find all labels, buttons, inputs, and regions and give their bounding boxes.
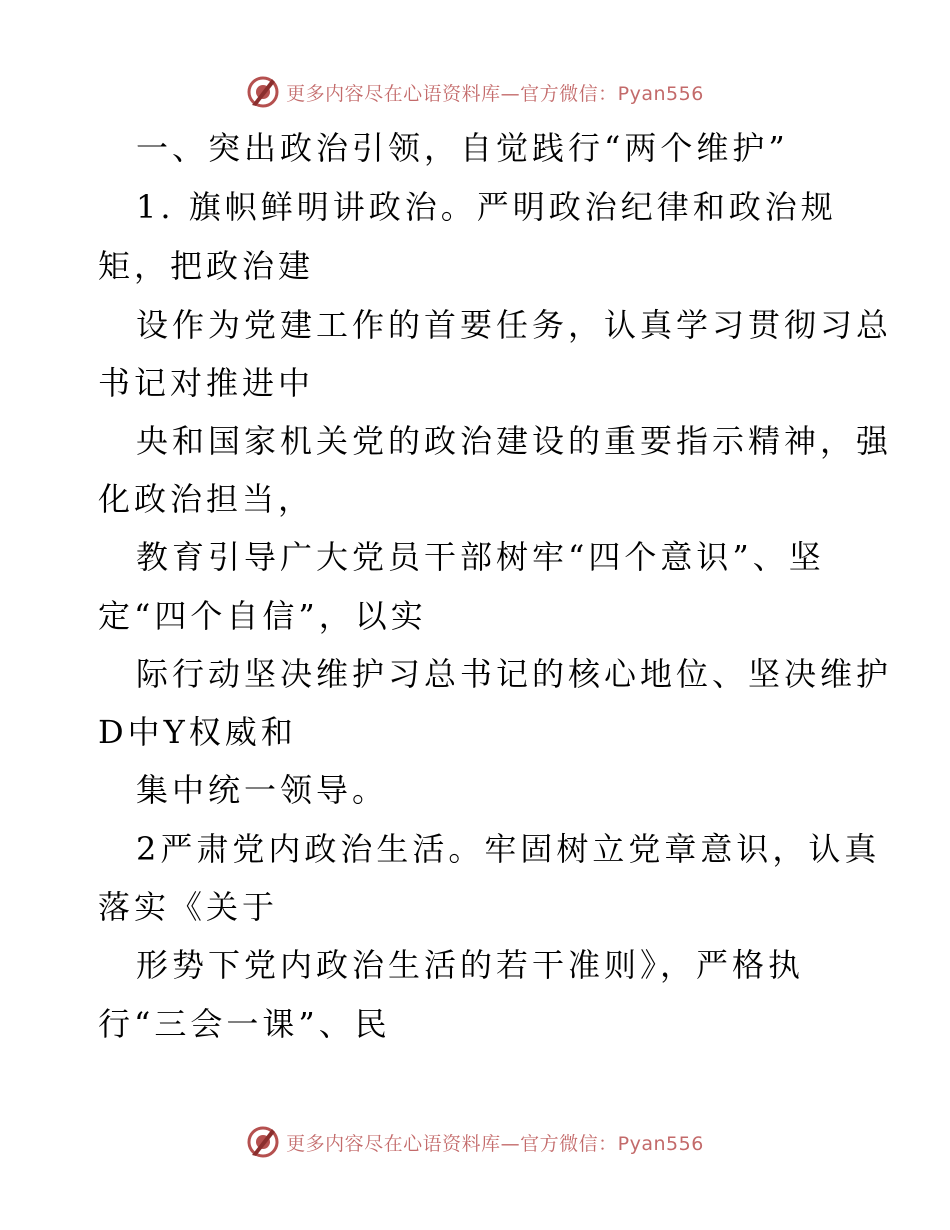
paragraph-line: 央和国家机关党的政治建设的重要指示精神，强 xyxy=(136,422,893,460)
paragraph-line: 矩，把政治建 xyxy=(98,247,315,285)
watermark-text: 更多内容尽在心语资料库—官方微信：Pyan556 xyxy=(286,1132,704,1155)
paragraph-line: 定“四个自信”，以实 xyxy=(98,597,427,635)
paragraph-line: 设作为党建工作的首要任务，认真学习贯彻习总 xyxy=(136,306,893,344)
paragraph-line: D中Y权威和 xyxy=(98,713,297,751)
quill-seal-icon xyxy=(246,1125,280,1159)
paragraph-line: 教育引导广大党员干部树牢“四个意识”、坚 xyxy=(136,538,825,576)
paragraph-line: 1. 旗帜鲜明讲政治。严明政治纪律和政治规 xyxy=(136,188,837,226)
paragraph-line: 书记对推进中 xyxy=(98,364,315,402)
paragraph-line: 集中统一领导。 xyxy=(136,771,389,809)
watermark-footer xyxy=(0,1122,950,1162)
paragraph-line: 2严肃党内政治生活。牢固树立党章意识，认真 xyxy=(136,830,881,868)
paragraph-line: 形势下党内政治生活的若干准则》，严格执 xyxy=(136,946,805,984)
paragraph-line: 落实《关于 xyxy=(98,888,279,926)
watermark-text: 更多内容尽在心语资料库—官方微信：Pyan556 xyxy=(286,82,704,105)
section-heading: 一、突出政治引领，自觉践行“两个维护” xyxy=(136,129,789,167)
paragraph-line: 化政治担当， xyxy=(98,480,315,518)
paragraph-line: 行“三会一课”、民 xyxy=(98,1005,391,1043)
paragraph-line: 际行动坚决维护习总书记的核心地位、坚决维护 xyxy=(136,655,893,693)
